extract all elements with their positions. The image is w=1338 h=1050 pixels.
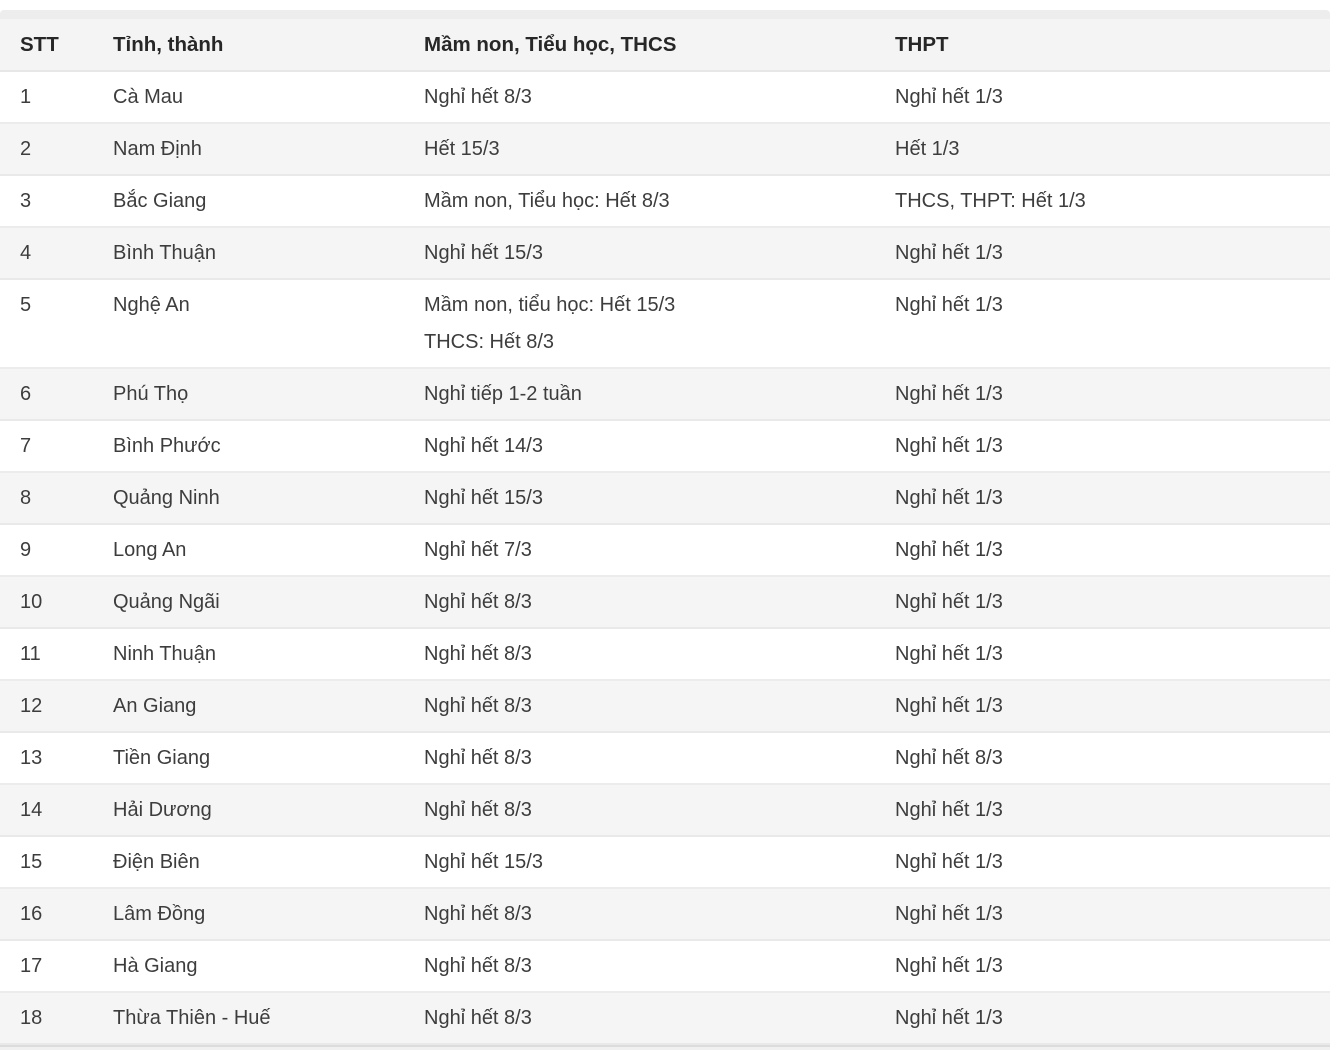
cut-off-next-row	[0, 1045, 1330, 1050]
table-row	[0, 576, 1330, 628]
thpt-cell: Hết 1/3	[875, 123, 1330, 175]
lower-levels-cell	[404, 420, 875, 472]
row-index-cell: 5	[0, 279, 93, 368]
table-row	[0, 992, 1330, 1044]
table-row	[0, 279, 1330, 368]
cell-line: Nghỉ hết 8/3	[424, 954, 532, 977]
province-cell: Điện Biên	[93, 836, 404, 888]
thpt-cell: Nghỉ hết 1/3	[875, 576, 1330, 628]
table-row	[0, 732, 1330, 784]
row-index-cell: 7	[0, 420, 93, 472]
province-cell: Ninh Thuận	[93, 628, 404, 680]
table-row	[0, 368, 1330, 420]
thpt-cell: Nghỉ hết 1/3	[875, 888, 1330, 940]
cell-line: THCS: Hết 8/3	[424, 330, 555, 353]
lower-levels-cell	[404, 576, 875, 628]
cell-line: Nghỉ hết 7/3	[424, 538, 532, 561]
column-header-province: Tỉnh, thành	[93, 19, 404, 71]
thpt-cell: Nghỉ hết 1/3	[875, 628, 1330, 680]
table-row	[0, 227, 1330, 279]
table-row	[0, 784, 1330, 836]
row-index-cell: 15	[0, 836, 93, 888]
row-index-cell: 4	[0, 227, 93, 279]
table-row	[0, 123, 1330, 175]
province-cell: Lâm Đồng	[93, 888, 404, 940]
cell-line: Nghỉ hết 15/3	[424, 850, 543, 873]
table-row	[0, 71, 1330, 123]
province-cell: Nghệ An	[93, 279, 404, 368]
table-body	[0, 71, 1330, 1044]
province-cell: Phú Thọ	[93, 368, 404, 420]
cell-line: Nghỉ tiếp 1-2 tuần	[424, 382, 582, 405]
table-row	[0, 940, 1330, 992]
row-index-cell: 9	[0, 524, 93, 576]
row-index-cell: 16	[0, 888, 93, 940]
row-index-cell: 2	[0, 123, 93, 175]
cell-line: Nghỉ hết 8/3	[424, 1006, 532, 1029]
thpt-cell: Nghỉ hết 8/3	[875, 732, 1330, 784]
table-row	[0, 472, 1330, 524]
thpt-cell: Nghỉ hết 1/3	[875, 784, 1330, 836]
row-index-cell: 8	[0, 472, 93, 524]
thpt-cell: Nghỉ hết 1/3	[875, 680, 1330, 732]
province-cell: Bình Phước	[93, 420, 404, 472]
cell-line: Nghỉ hết 8/3	[424, 694, 532, 717]
lower-levels-cell	[404, 940, 875, 992]
thpt-cell: Nghỉ hết 1/3	[875, 472, 1330, 524]
table-header	[0, 19, 1330, 71]
lower-levels-cell	[404, 888, 875, 940]
province-cell: Quảng Ngãi	[93, 576, 404, 628]
cell-line: Nghỉ hết 8/3	[424, 642, 532, 665]
lower-levels-cell	[404, 175, 875, 227]
column-header-stt: STT	[0, 19, 93, 71]
thpt-cell: Nghỉ hết 1/3	[875, 420, 1330, 472]
table-row	[0, 175, 1330, 227]
table-row	[0, 628, 1330, 680]
row-index-cell: 11	[0, 628, 93, 680]
cell-line: Mầm non, Tiểu học: Hết 8/3	[424, 189, 670, 212]
lower-levels-cell	[404, 524, 875, 576]
cell-line: Nghỉ hết 15/3	[424, 241, 543, 264]
thpt-cell: Nghỉ hết 1/3	[875, 992, 1330, 1044]
table-top-strip	[0, 10, 1330, 19]
province-cell: Tiền Giang	[93, 732, 404, 784]
province-cell: Nam Định	[93, 123, 404, 175]
cell-line: Nghỉ hết 8/3	[424, 746, 532, 769]
cell-line: Nghỉ hết 14/3	[424, 434, 543, 457]
school-closure-table	[0, 19, 1330, 1045]
lower-levels-cell	[404, 279, 875, 368]
cell-line: Nghỉ hết 8/3	[424, 798, 532, 821]
lower-levels-cell	[404, 680, 875, 732]
lower-levels-cell	[404, 732, 875, 784]
table-row	[0, 420, 1330, 472]
cell-line: Nghỉ hết 8/3	[424, 902, 532, 925]
table-row	[0, 524, 1330, 576]
province-cell: Hải Dương	[93, 784, 404, 836]
thpt-cell: Nghỉ hết 1/3	[875, 524, 1330, 576]
cell-line: Nghỉ hết 8/3	[424, 85, 532, 108]
row-index-cell: 17	[0, 940, 93, 992]
row-index-cell: 12	[0, 680, 93, 732]
province-cell: Hà Giang	[93, 940, 404, 992]
column-header-lower: Mầm non, Tiểu học, THCS	[404, 19, 875, 71]
table-row	[0, 836, 1330, 888]
province-cell: Cà Mau	[93, 71, 404, 123]
column-header-thpt: THPT	[875, 19, 1330, 71]
lower-levels-cell	[404, 368, 875, 420]
lower-levels-cell	[404, 472, 875, 524]
lower-levels-cell	[404, 628, 875, 680]
thpt-cell: THCS, THPT: Hết 1/3	[875, 175, 1330, 227]
thpt-cell: Nghỉ hết 1/3	[875, 227, 1330, 279]
table-row	[0, 888, 1330, 940]
province-cell: An Giang	[93, 680, 404, 732]
lower-levels-cell	[404, 71, 875, 123]
province-cell: Quảng Ninh	[93, 472, 404, 524]
row-index-cell: 6	[0, 368, 93, 420]
thpt-cell: Nghỉ hết 1/3	[875, 836, 1330, 888]
lower-levels-cell	[404, 123, 875, 175]
row-index-cell: 13	[0, 732, 93, 784]
lower-levels-cell	[404, 227, 875, 279]
thpt-cell: Nghỉ hết 1/3	[875, 279, 1330, 368]
province-cell: Long An	[93, 524, 404, 576]
cell-line: Nghỉ hết 15/3	[424, 486, 543, 509]
table-row	[0, 680, 1330, 732]
cell-line: Mầm non, tiểu học: Hết 15/3	[424, 293, 676, 316]
row-index-cell: 18	[0, 992, 93, 1044]
thpt-cell: Nghỉ hết 1/3	[875, 368, 1330, 420]
province-cell: Bắc Giang	[93, 175, 404, 227]
row-index-cell: 10	[0, 576, 93, 628]
thpt-cell: Nghỉ hết 1/3	[875, 940, 1330, 992]
lower-levels-cell	[404, 784, 875, 836]
header-row	[0, 19, 1330, 71]
lower-levels-cell	[404, 836, 875, 888]
thpt-cell: Nghỉ hết 1/3	[875, 71, 1330, 123]
row-index-cell: 14	[0, 784, 93, 836]
cell-line: Nghỉ hết 8/3	[424, 590, 532, 613]
province-cell: Bình Thuận	[93, 227, 404, 279]
school-closure-table-container	[0, 10, 1330, 1045]
row-index-cell: 1	[0, 71, 93, 123]
cell-line: Hết 15/3	[424, 137, 500, 160]
lower-levels-cell	[404, 992, 875, 1044]
row-index-cell: 3	[0, 175, 93, 227]
province-cell: Thừa Thiên - Huế	[93, 992, 404, 1044]
